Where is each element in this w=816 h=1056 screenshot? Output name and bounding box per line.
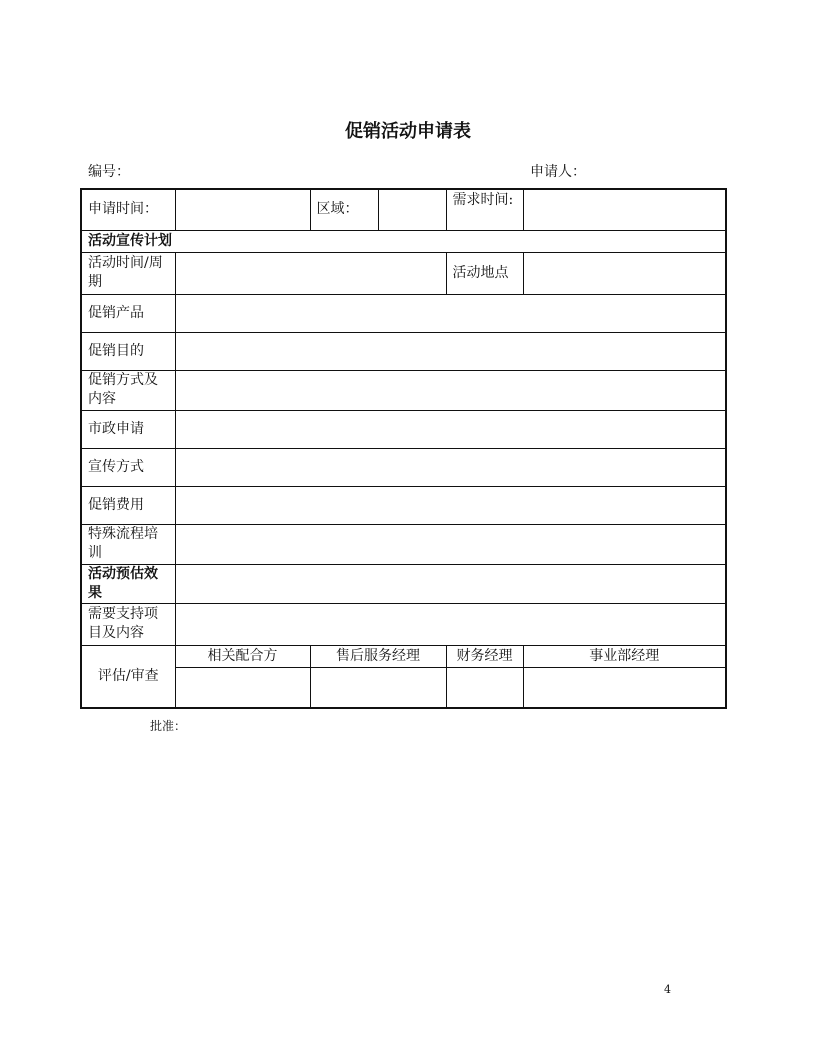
application-form-table: [80, 188, 727, 709]
activity-location-value[interactable]: [523, 252, 726, 294]
need-time-label: 需求时间:: [446, 189, 523, 230]
page-number: 4: [664, 983, 671, 996]
support-value[interactable]: [175, 603, 726, 645]
review-label: 评估/审查: [81, 645, 175, 708]
method-value[interactable]: [175, 370, 726, 410]
activity-location-label: 活动地点: [446, 252, 523, 294]
approve-label: 批准：: [150, 719, 187, 733]
review-col-division: 事业部经理: [523, 645, 726, 667]
apply-time-value[interactable]: [175, 189, 310, 230]
training-label: 特殊流程培训: [81, 524, 175, 564]
review-col-aftersales: 售后服务经理: [310, 645, 446, 667]
purpose-value[interactable]: [175, 332, 726, 370]
product-value[interactable]: [175, 294, 726, 332]
apply-time-label: 申请时间：: [81, 189, 175, 230]
activity-time-value[interactable]: [175, 252, 446, 294]
review-division-value[interactable]: [523, 667, 726, 708]
estimate-value[interactable]: [175, 564, 726, 603]
review-partner-value[interactable]: [175, 667, 310, 708]
municipal-label: 市政申请: [81, 410, 175, 448]
number-label: 编号：: [88, 164, 130, 180]
need-time-value[interactable]: [523, 189, 726, 230]
review-finance-value[interactable]: [446, 667, 523, 708]
region-value[interactable]: [378, 189, 446, 230]
activity-time-label: 活动时间/周期: [81, 252, 175, 294]
cost-label: 促销费用: [81, 486, 175, 524]
purpose-label: 促销目的: [81, 332, 175, 370]
form-title: 促销活动申请表: [345, 121, 471, 142]
product-label: 促销产品: [81, 294, 175, 332]
support-label: 需要支持项目及内容: [81, 603, 175, 645]
cost-value[interactable]: [175, 486, 726, 524]
review-col-partner: 相关配合方: [175, 645, 310, 667]
review-col-finance: 财务经理: [446, 645, 523, 667]
method-label: 促销方式及内容: [81, 370, 175, 410]
publicity-label: 宣传方式: [81, 448, 175, 486]
region-label: 区域：: [310, 189, 378, 230]
review-aftersales-value[interactable]: [310, 667, 446, 708]
training-value[interactable]: [175, 524, 726, 564]
estimate-label: 活动预估效果: [81, 564, 175, 603]
applicant-label: 申请人：: [530, 164, 586, 180]
section-plan-heading: 活动宣传计划: [81, 230, 726, 252]
municipal-value[interactable]: [175, 410, 726, 448]
publicity-value[interactable]: [175, 448, 726, 486]
